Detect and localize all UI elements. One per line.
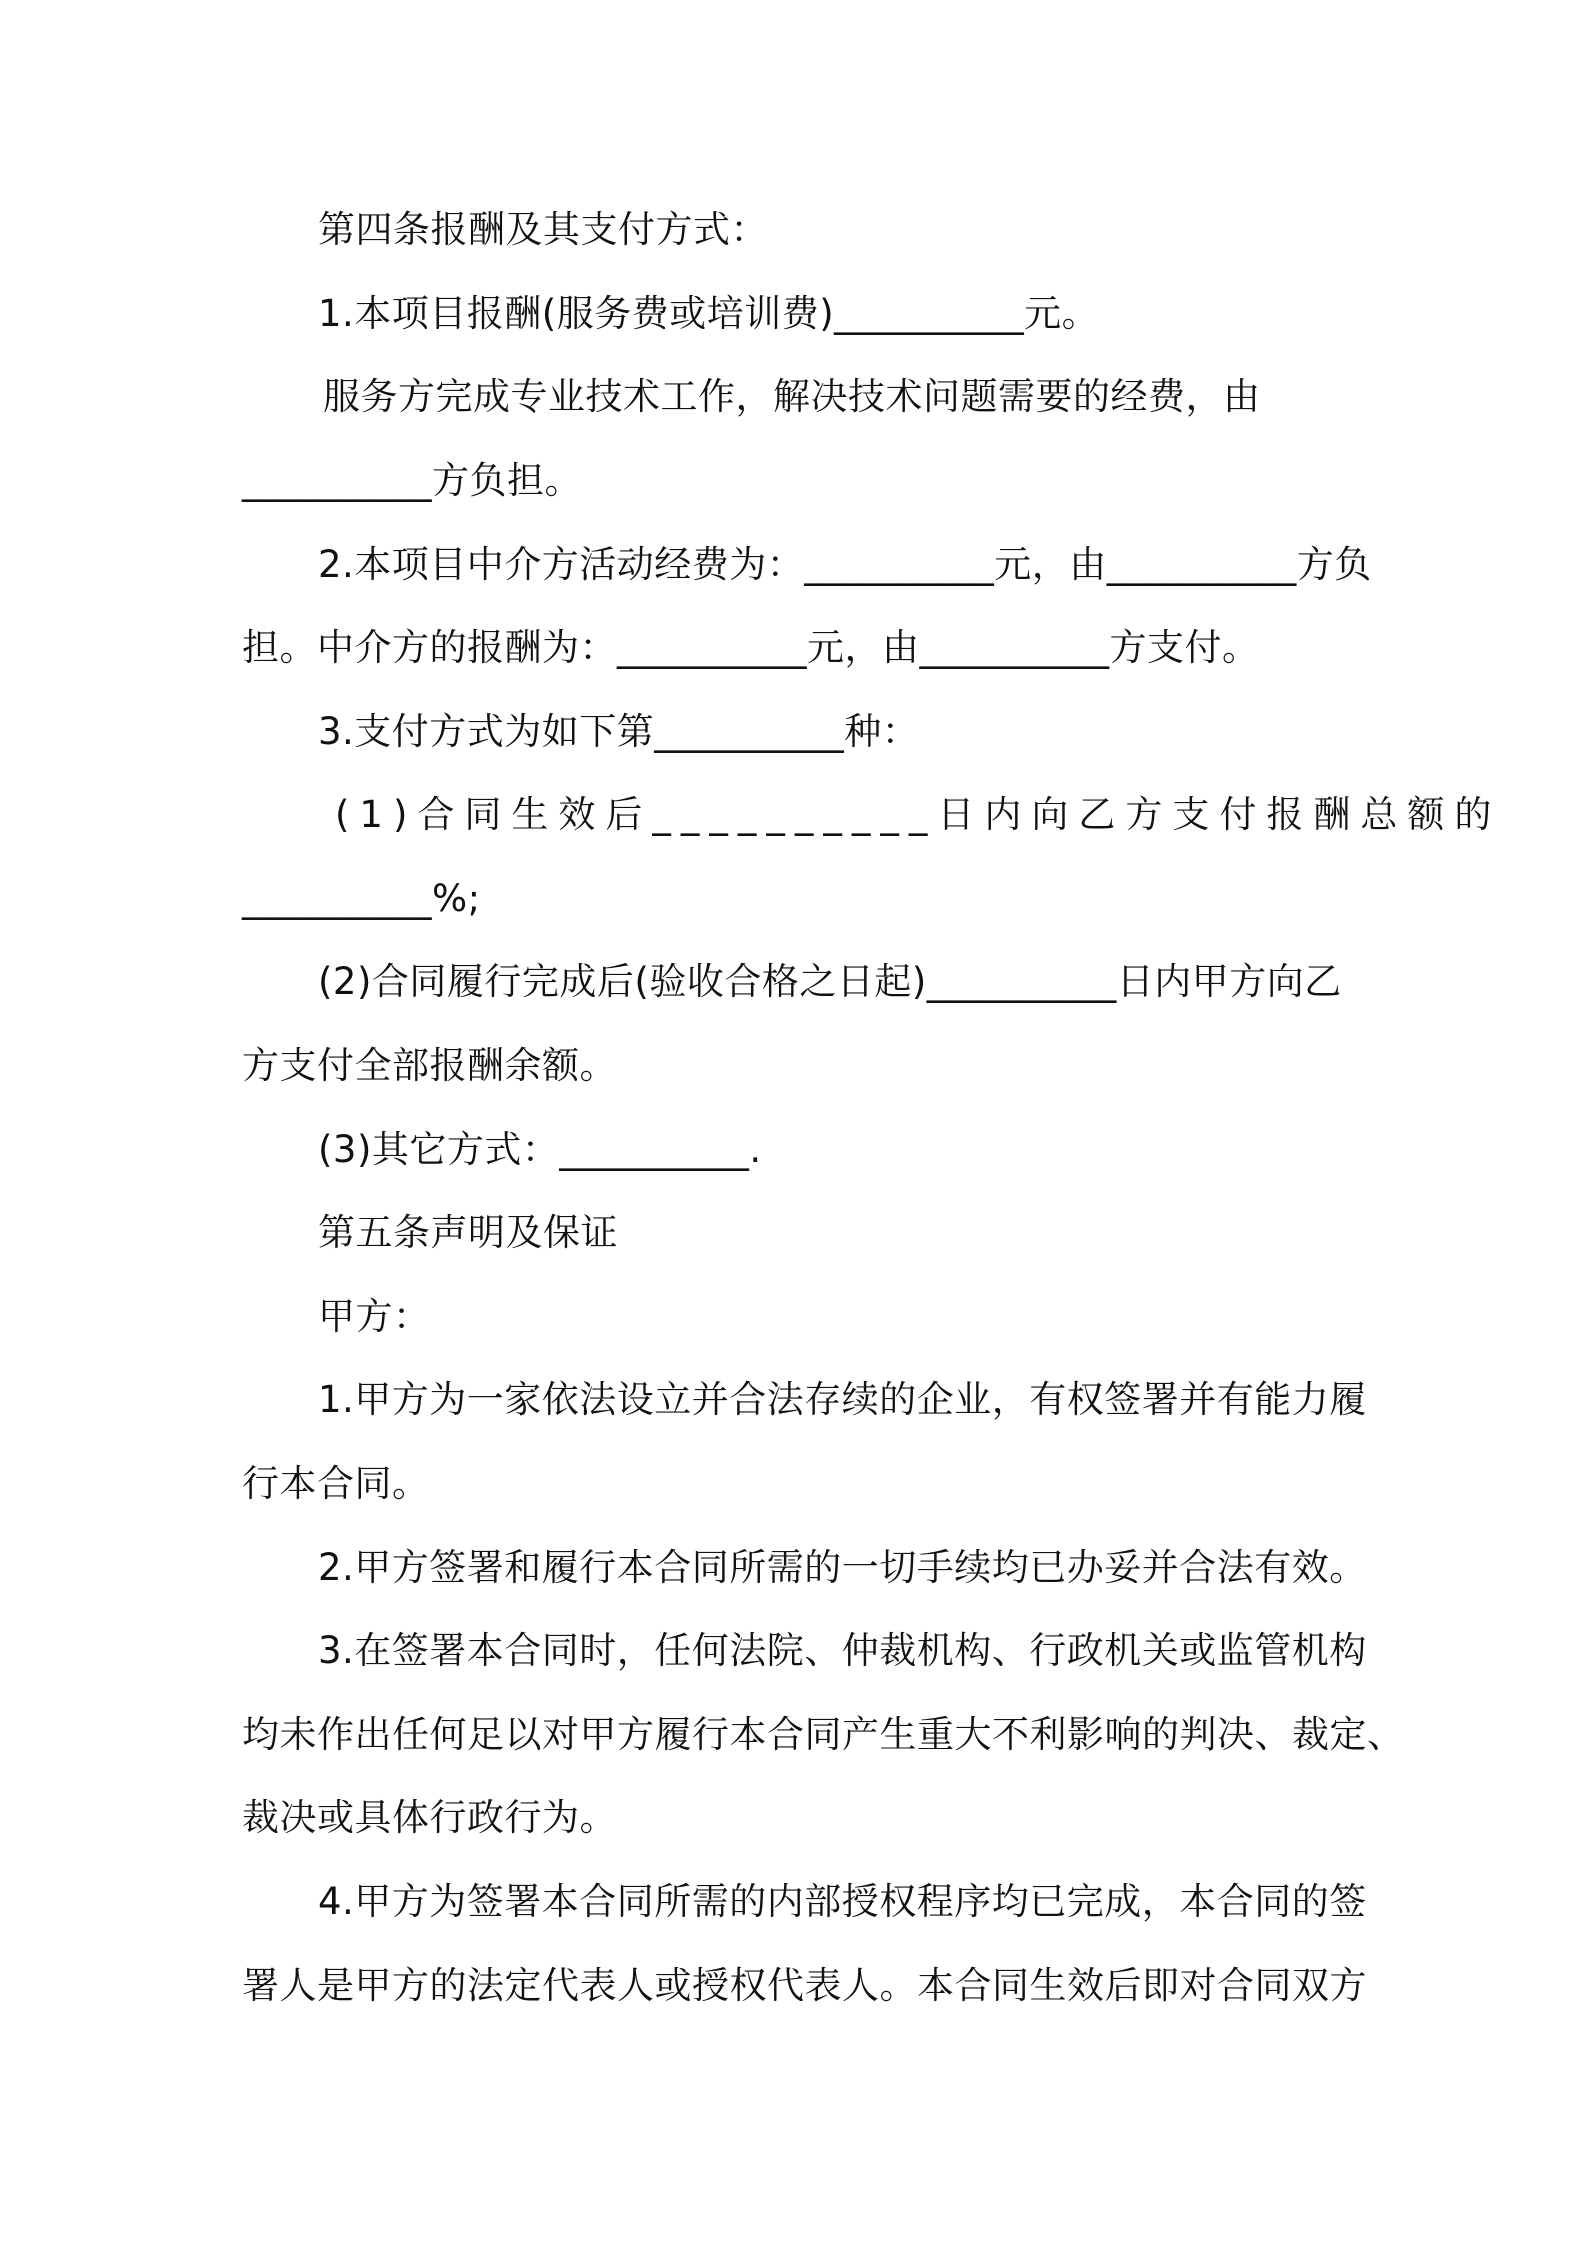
clause-5-3-cont-a: 均未作出任何足以对甲方履行本合同产生重大不利影响的判决、裁定、 bbox=[242, 1713, 1405, 1756]
clause-4-3-option-3: (3)其它方式：__________. bbox=[318, 1128, 762, 1171]
clause-5-1-cont: 行本合同。 bbox=[242, 1462, 430, 1505]
clause-4-1-cont-b: __________方负担。 bbox=[242, 459, 582, 502]
clause-4-3-option-2: (2)合同履行完成后(验收合格之日起)__________日内甲方向乙 bbox=[318, 960, 1342, 1003]
clause-5-1: 1.甲方为一家依法设立并合法存续的企业，有权签署并有能力履 bbox=[318, 1378, 1367, 1421]
clause-4-2-cont: 担。中介方的报酬为：__________元，由__________方支付。 bbox=[242, 626, 1260, 669]
article-5-heading: 第五条声明及保证 bbox=[318, 1211, 618, 1254]
clause-4-2: 2.本项目中介方活动经费为：__________元，由__________方负 bbox=[318, 543, 1372, 586]
clause-4-1-cont-a: 服务方完成专业技术工作，解决技术问题需要的经费，由 bbox=[323, 375, 1261, 418]
clause-4-3: 3.支付方式为如下第__________种： bbox=[318, 710, 920, 753]
clause-4-3-option-1: (1)合同生效后__________日内向乙方支付报酬总额的 bbox=[335, 793, 1502, 836]
article-4-heading: 第四条报酬及其支付方式： bbox=[318, 208, 768, 251]
clause-5-4: 4.甲方为签署本合同所需的内部授权程序均已完成，本合同的签 bbox=[318, 1880, 1367, 1923]
clause-5-3: 3.在签署本合同时，任何法院、仲裁机构、行政机关或监管机构 bbox=[318, 1629, 1367, 1672]
clause-5-3-cont-b: 裁决或具体行政行为。 bbox=[242, 1796, 617, 1839]
clause-4-1: 1.本项目报酬(服务费或培训费)__________元。 bbox=[318, 292, 1100, 335]
party-a-label: 甲方： bbox=[318, 1295, 431, 1338]
clause-5-4-cont: 署人是甲方的法定代表人或授权代表人。本合同生效后即对合同双方 bbox=[242, 1964, 1367, 2007]
clause-5-2: 2.甲方签署和履行本合同所需的一切手续均已办妥并合法有效。 bbox=[318, 1546, 1367, 1589]
clause-4-3-option-2-cont: 方支付全部报酬余额。 bbox=[242, 1044, 617, 1087]
clause-4-3-option-1-cont: __________%; bbox=[242, 877, 481, 920]
